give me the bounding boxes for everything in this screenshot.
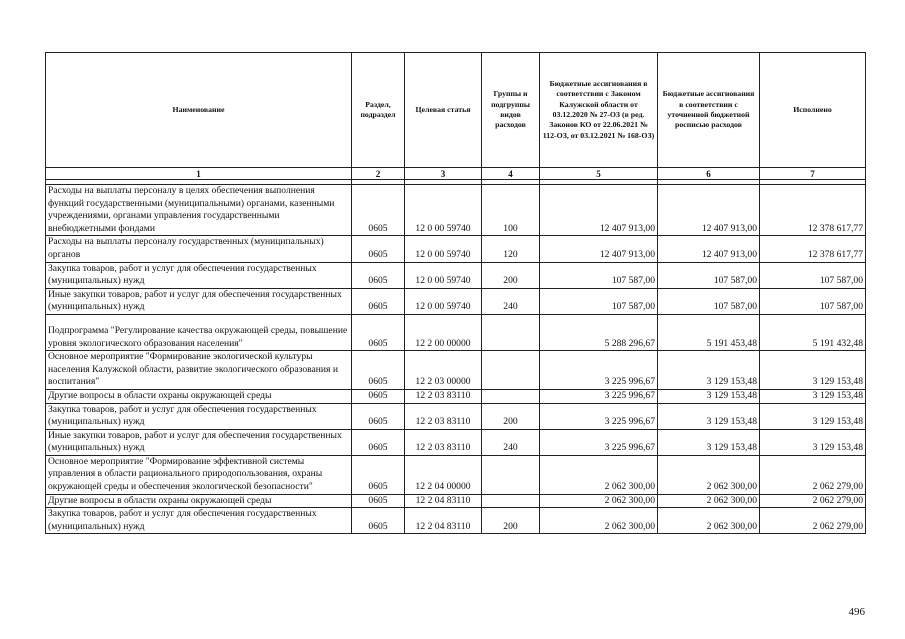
row-article: 12 2 04 83110 — [405, 494, 482, 508]
header-law: Бюджетные ассигнования в соответствии с Законом Калужской области от 03.12.2020 № 27-ОЗ (в ред. Законов КО от 22.06.2021 № 112-ОЗ, от 03.12.2021 № 168-ОЗ) — [540, 53, 658, 168]
table-row — [46, 351, 866, 390]
row-executed-amount: 2 062 279,00 — [760, 494, 866, 508]
row-article: 12 2 03 83110 — [405, 429, 482, 455]
row-group: 100 — [482, 185, 540, 236]
row-law-amount: 3 225 996,67 — [540, 429, 658, 455]
table-row — [46, 429, 866, 455]
budget-sheet — [45, 52, 865, 534]
table-row — [46, 494, 866, 508]
row-name: Подпрограмма "Регулирование качества окружающей среды, повышение уровня экологического образования населения" — [46, 314, 352, 350]
header-article: Целевая статья — [405, 53, 482, 168]
column-number: 7 — [760, 168, 866, 180]
row-article: 12 0 00 59740 — [405, 288, 482, 314]
row-refined-amount: 12 407 913,00 — [658, 185, 760, 236]
row-section: 0605 — [352, 262, 405, 288]
row-executed-amount: 5 191 432,48 — [760, 314, 866, 350]
row-section: 0605 — [352, 403, 405, 429]
header-refined: Бюджетные ассигнования в соответствии с уточненной бюджетной росписью расходов — [658, 53, 760, 168]
row-refined-amount: 5 191 453,48 — [658, 314, 760, 350]
row-executed-amount: 12 378 617,77 — [760, 185, 866, 236]
row-law-amount: 2 062 300,00 — [540, 455, 658, 494]
row-refined-amount: 107 587,00 — [658, 288, 760, 314]
row-group: 120 — [482, 236, 540, 262]
row-section: 0605 — [352, 236, 405, 262]
row-executed-amount: 3 129 153,48 — [760, 403, 866, 429]
header-group: Группы и подгруппы видов расходов — [482, 53, 540, 168]
row-executed-amount: 3 129 153,48 — [760, 429, 866, 455]
header-name: Наименование — [46, 53, 352, 168]
row-name: Расходы на выплаты персоналу в целях обеспечения выполнения функций государственными (муниципальными) органами, казенными учреждениями, органами управления государственными внебюджетными фондами — [46, 185, 352, 236]
header-executed: Исполнено — [760, 53, 866, 168]
row-article: 12 2 03 83110 — [405, 389, 482, 403]
row-group — [482, 455, 540, 494]
row-law-amount: 2 062 300,00 — [540, 508, 658, 534]
row-executed-amount: 2 062 279,00 — [760, 455, 866, 494]
row-group: 200 — [482, 403, 540, 429]
row-group: 240 — [482, 429, 540, 455]
row-law-amount: 5 288 296,67 — [540, 314, 658, 350]
column-number: 1 — [46, 168, 352, 180]
row-article: 12 2 00 00000 — [405, 314, 482, 350]
table-row — [46, 236, 866, 262]
row-law-amount: 107 587,00 — [540, 262, 658, 288]
row-group: 200 — [482, 262, 540, 288]
row-section: 0605 — [352, 429, 405, 455]
row-law-amount: 3 225 996,67 — [540, 351, 658, 390]
row-law-amount: 3 225 996,67 — [540, 403, 658, 429]
row-group — [482, 314, 540, 350]
row-refined-amount: 107 587,00 — [658, 262, 760, 288]
row-section: 0605 — [352, 455, 405, 494]
table-row — [46, 262, 866, 288]
column-number: 3 — [405, 168, 482, 180]
row-refined-amount: 3 129 153,48 — [658, 403, 760, 429]
header-section: Раздел, подраздел — [352, 53, 405, 168]
page-number: 496 — [848, 606, 865, 618]
row-article: 12 0 00 59740 — [405, 236, 482, 262]
row-refined-amount: 3 129 153,48 — [658, 351, 760, 390]
column-number: 5 — [540, 168, 658, 180]
row-article: 12 0 00 59740 — [405, 262, 482, 288]
row-section: 0605 — [352, 494, 405, 508]
table-row — [46, 288, 866, 314]
row-name: Закупка товаров, работ и услуг для обеспечения государственных (муниципальных) нужд — [46, 508, 352, 534]
row-section: 0605 — [352, 389, 405, 403]
row-group: 200 — [482, 508, 540, 534]
row-section: 0605 — [352, 508, 405, 534]
row-name: Основное мероприятие "Формирование экологической культуры населения Калужской области, развитие экологического образования и воспитания" — [46, 351, 352, 390]
row-refined-amount: 3 129 153,48 — [658, 429, 760, 455]
row-name: Иные закупки товаров, работ и услуг для обеспечения государственных (муниципальных) нужд — [46, 288, 352, 314]
row-name: Основное мероприятие "Формирование эффективной системы управления в области рационального природопользования, охраны окружающей среды и обеспечения экологической безопасности" — [46, 455, 352, 494]
row-refined-amount: 3 129 153,48 — [658, 389, 760, 403]
row-law-amount: 2 062 300,00 — [540, 494, 658, 508]
row-refined-amount: 12 407 913,00 — [658, 236, 760, 262]
row-article: 12 2 03 83110 — [405, 403, 482, 429]
row-section: 0605 — [352, 288, 405, 314]
row-article: 12 2 04 83110 — [405, 508, 482, 534]
table-row — [46, 508, 866, 534]
row-article: 12 2 03 00000 — [405, 351, 482, 390]
row-name: Другие вопросы в области охраны окружающей среды — [46, 494, 352, 508]
table-row — [46, 403, 866, 429]
column-number: 6 — [658, 168, 760, 180]
row-section: 0605 — [352, 351, 405, 390]
row-law-amount: 12 407 913,00 — [540, 185, 658, 236]
column-number: 2 — [352, 168, 405, 180]
row-section: 0605 — [352, 185, 405, 236]
row-name: Иные закупки товаров, работ и услуг для обеспечения государственных (муниципальных) нужд — [46, 429, 352, 455]
row-group — [482, 389, 540, 403]
row-section: 0605 — [352, 314, 405, 350]
row-refined-amount: 2 062 300,00 — [658, 455, 760, 494]
row-name: Закупка товаров, работ и услуг для обеспечения государственных (муниципальных) нужд — [46, 403, 352, 429]
row-executed-amount: 107 587,00 — [760, 288, 866, 314]
row-name: Другие вопросы в области охраны окружающей среды — [46, 389, 352, 403]
table-row — [46, 314, 866, 350]
row-executed-amount: 2 062 279,00 — [760, 508, 866, 534]
row-group — [482, 494, 540, 508]
row-executed-amount: 3 129 153,48 — [760, 351, 866, 390]
table-row — [46, 389, 866, 403]
row-name: Закупка товаров, работ и услуг для обеспечения государственных (муниципальных) нужд — [46, 262, 352, 288]
row-refined-amount: 2 062 300,00 — [658, 494, 760, 508]
row-law-amount: 107 587,00 — [540, 288, 658, 314]
row-name: Расходы на выплаты персоналу государственных (муниципальных) органов — [46, 236, 352, 262]
row-article: 12 2 04 00000 — [405, 455, 482, 494]
column-number-row — [46, 168, 866, 180]
header-row — [46, 53, 866, 168]
row-refined-amount: 2 062 300,00 — [658, 508, 760, 534]
row-executed-amount: 107 587,00 — [760, 262, 866, 288]
row-law-amount: 3 225 996,67 — [540, 389, 658, 403]
row-article: 12 0 00 59740 — [405, 185, 482, 236]
column-number: 4 — [482, 168, 540, 180]
row-law-amount: 12 407 913,00 — [540, 236, 658, 262]
row-executed-amount: 3 129 153,48 — [760, 389, 866, 403]
row-group — [482, 351, 540, 390]
row-executed-amount: 12 378 617,77 — [760, 236, 866, 262]
budget-table — [45, 52, 866, 534]
table-row — [46, 185, 866, 236]
table-row — [46, 455, 866, 494]
row-group: 240 — [482, 288, 540, 314]
